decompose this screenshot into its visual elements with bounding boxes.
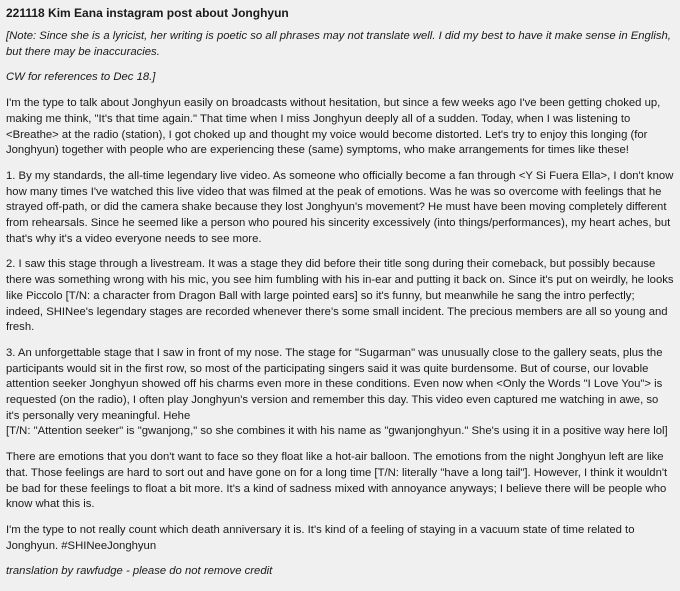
paragraph-closing: I'm the type to not really count which death anniversary it is. It's kind of a feeling of staying in a vacuum state of time related to Jonghyun. #SHINeeJonghyun bbox=[6, 523, 635, 552]
paragraph-point-1: 1. By my standards, the all-time legendary live video. As someone who officially become a fan through <Y Si Fuera Ella>, I don't know how many times I've watched this live video that was filmed at the peak of emotions. Was he was so overcome with feelings that he strayed off-path, or did the camera shake because they lost Jonghyun's movement? He must have been moving completely different from rehearsals. Since he seemed like a person who poured his sincerity excessively (into things/performances), my heart aches, but that's why it's a video everyone needs to see more. bbox=[6, 169, 674, 245]
paragraph-emotions: There are emotions that you don't want to face so they float like a hot-air balloon. The emotions from the night Jonghyun left are like that. Those feelings are hard to sort out and have gone on for a long time [T/N: literally "have a long tail"]. However, I think it wouldn't be bad for these feelings to float a bit more. It's a kind of sadness mixed with annoyance anyways; I believe there will be people who know what this is. bbox=[6, 451, 668, 511]
translator-note: [Note: Since she is a lyricist, her writing is poetic so all phrases may not translate well. I did my best to have it make sense in English, but there may be inaccuracies. bbox=[6, 30, 671, 58]
translation-credit: translation by rawfudge - please do not remove credit bbox=[6, 565, 273, 578]
content-warning: CW for references to Dec 18.] bbox=[6, 71, 156, 84]
paragraph-point-3: 3. An unforgettable stage that I saw in front of my nose. The stage for "Sugarman" was unusually close to the gallery seats, plus the participants would sit in the first row, so most of the participating singers said it was quite burdensome. But of course, our lovable attention seeker Jonghyun showed off his charms even more in these conditions. Even now when <Only the Words "I Love You"> is requested (on the radio), I often play Jonghyun's version and remember this day. This video even captured me watching in awe, so it's personally very meaningful. Hehe [T/N: "Attention seeker" is "gwanjong," so she combines it with his name as "gwanjonghyun." She's using it in a positive way here lol] bbox=[6, 346, 668, 438]
post-title: 221118 Kim Eana instagram post about Jonghyun bbox=[6, 6, 289, 20]
paragraph-intro: I'm the type to talk about Jonghyun easily on broadcasts without hesitation, but since a few weeks ago I've been getting choked up, making me think, "It's that time again." That time when I miss Jonghyun deeply all of a sudden. Today, when I was listening to <Breathe> at the radio (station), I got choked up and thought my voice would become distorted. Let's try to enjoy this longing (for Jonghyun) together with people who are experiencing these (same) symptoms, who make arrangements for times like these! bbox=[6, 97, 661, 157]
paragraph-point-2: 2. I saw this stage through a livestream. It was a stage they did before their title song during their comeback, but possibly because there was something wrong with his mic, you see him fumbling with his in-ear and putting it back on. Since it's put on weirdly, he looks like Piccolo [T/N: a character from Dragon Ball with large pointed ears] so it's funny, but meanwhile he sang the intro perfectly; indeed, SHINee's legendary stages are recorded whenever there's some small incident. The precious members are all so young and fresh. bbox=[6, 258, 674, 334]
